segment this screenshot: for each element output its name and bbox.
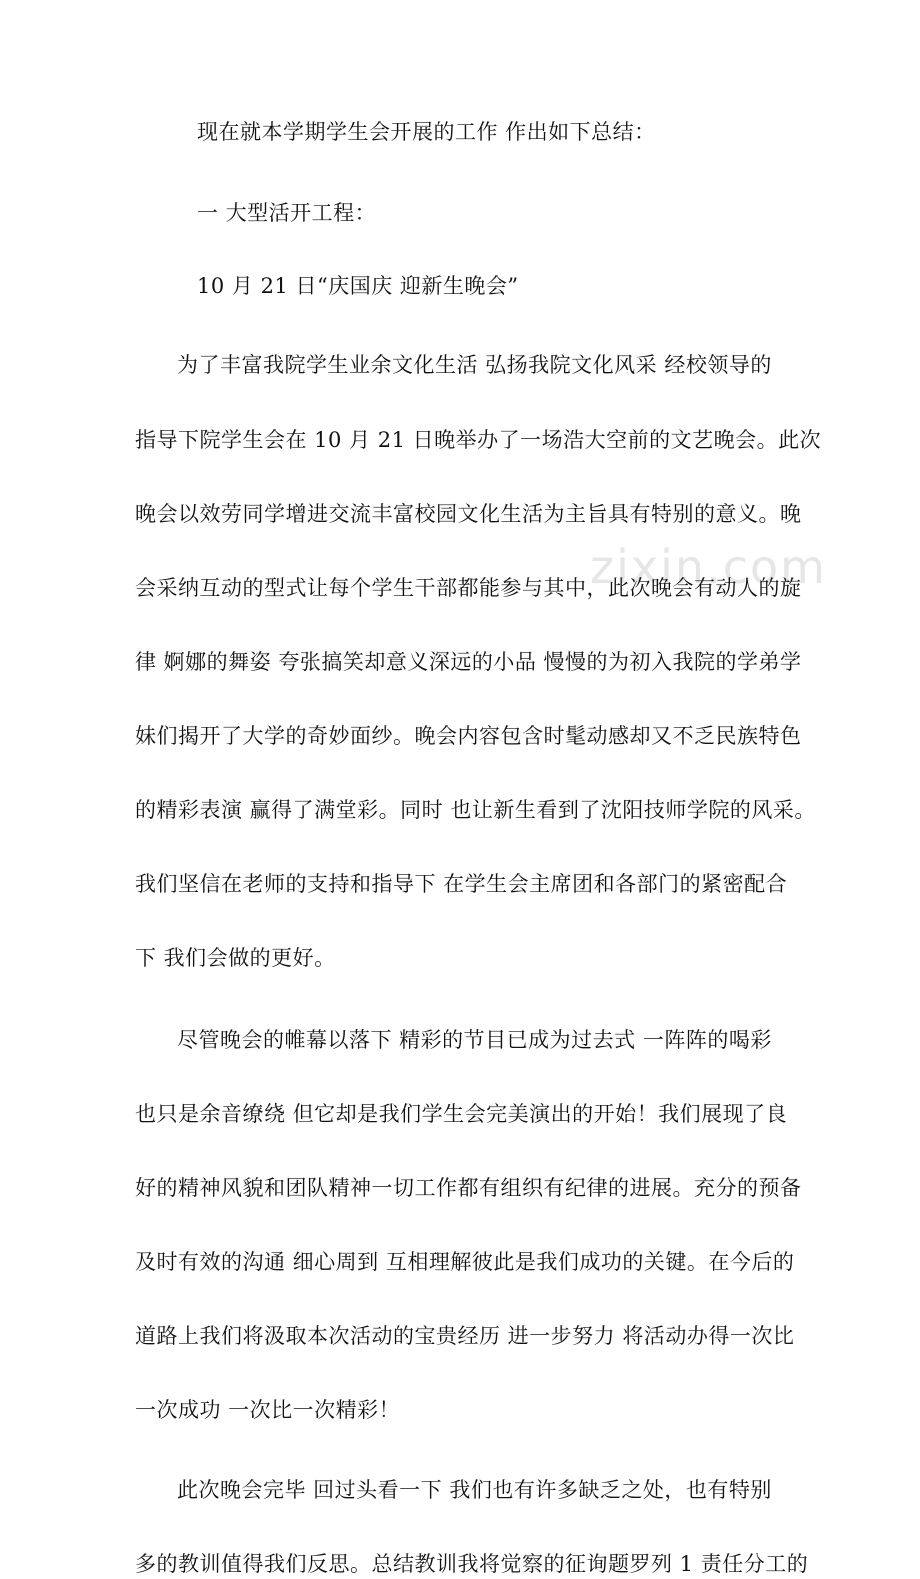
paragraph-line: 我们坚信在老师的支持和指导下 在学生会主席团和各部门的紧密配合 — [135, 872, 788, 896]
paragraph-line: 多的教训值得我们反思。总结教训我将觉察的征询题罗列 1 责任分工的 — [135, 1552, 809, 1576]
paragraph-line: 此次晚会完毕 回过头看一下 我们也有许多缺乏之处，也有特别 — [177, 1478, 772, 1502]
paragraph-line: 的精彩表演 赢得了满堂彩。同时 也让新生看到了沈阳技师学院的风采。 — [135, 798, 816, 822]
event-title: 10 月 21 日“庆国庆 迎新生晚会” — [197, 274, 519, 298]
section-heading: 一 大型活开工程： — [197, 201, 377, 225]
paragraph-line: 好的精神风貌和团队精神一切工作都有组织有纪律的进展。充分的预备 — [135, 1176, 802, 1200]
paragraph-line: 尽管晚会的帷幕以落下 精彩的节目已成为过去式 一阵阵的喝彩 — [177, 1028, 772, 1052]
paragraph-line: 指导下院学生会在 10 月 21 日晚举办了一场浩大空前的文艺晚会。此次 — [135, 428, 822, 452]
paragraph-line: 下 我们会做的更好。 — [135, 946, 336, 970]
paragraph-line: 为了丰富我院学生业余文化生活 弘扬我院文化风采 经校领导的 — [177, 353, 772, 377]
watermark: zixin.com — [590, 540, 827, 594]
summary-intro-line: 现在就本学期学生会开展的工作 作出如下总结： — [197, 120, 656, 144]
paragraph-line: 妹们揭开了大学的奇妙面纱。晚会内容包含时髦动感却又不乏民族特色 — [135, 724, 802, 748]
paragraph-line: 晚会以效劳同学增进交流丰富校园文化生活为主旨具有特别的意义。晚 — [135, 502, 802, 526]
paragraph-line: 一次成功 一次比一次精彩！ — [135, 1398, 401, 1422]
paragraph-line: 也只是余音缭绕 但它却是我们学生会完美演出的开始！我们展现了良 — [135, 1102, 788, 1126]
paragraph-line: 道路上我们将汲取本次活动的宝贵经历 进一步努力 将活动办得一次比 — [135, 1324, 795, 1348]
paragraph-line: 律 婀娜的舞姿 夸张搞笑却意义深远的小品 慢慢的为初入我院的学弟学 — [135, 650, 802, 674]
paragraph-line: 会采纳互动的型式让每个学生干部都能参与其中，此次晚会有动人的旋 — [135, 576, 802, 600]
paragraph-line: 及时有效的沟通 细心周到 互相理解彼此是我们成功的关键。在今后的 — [135, 1250, 795, 1274]
